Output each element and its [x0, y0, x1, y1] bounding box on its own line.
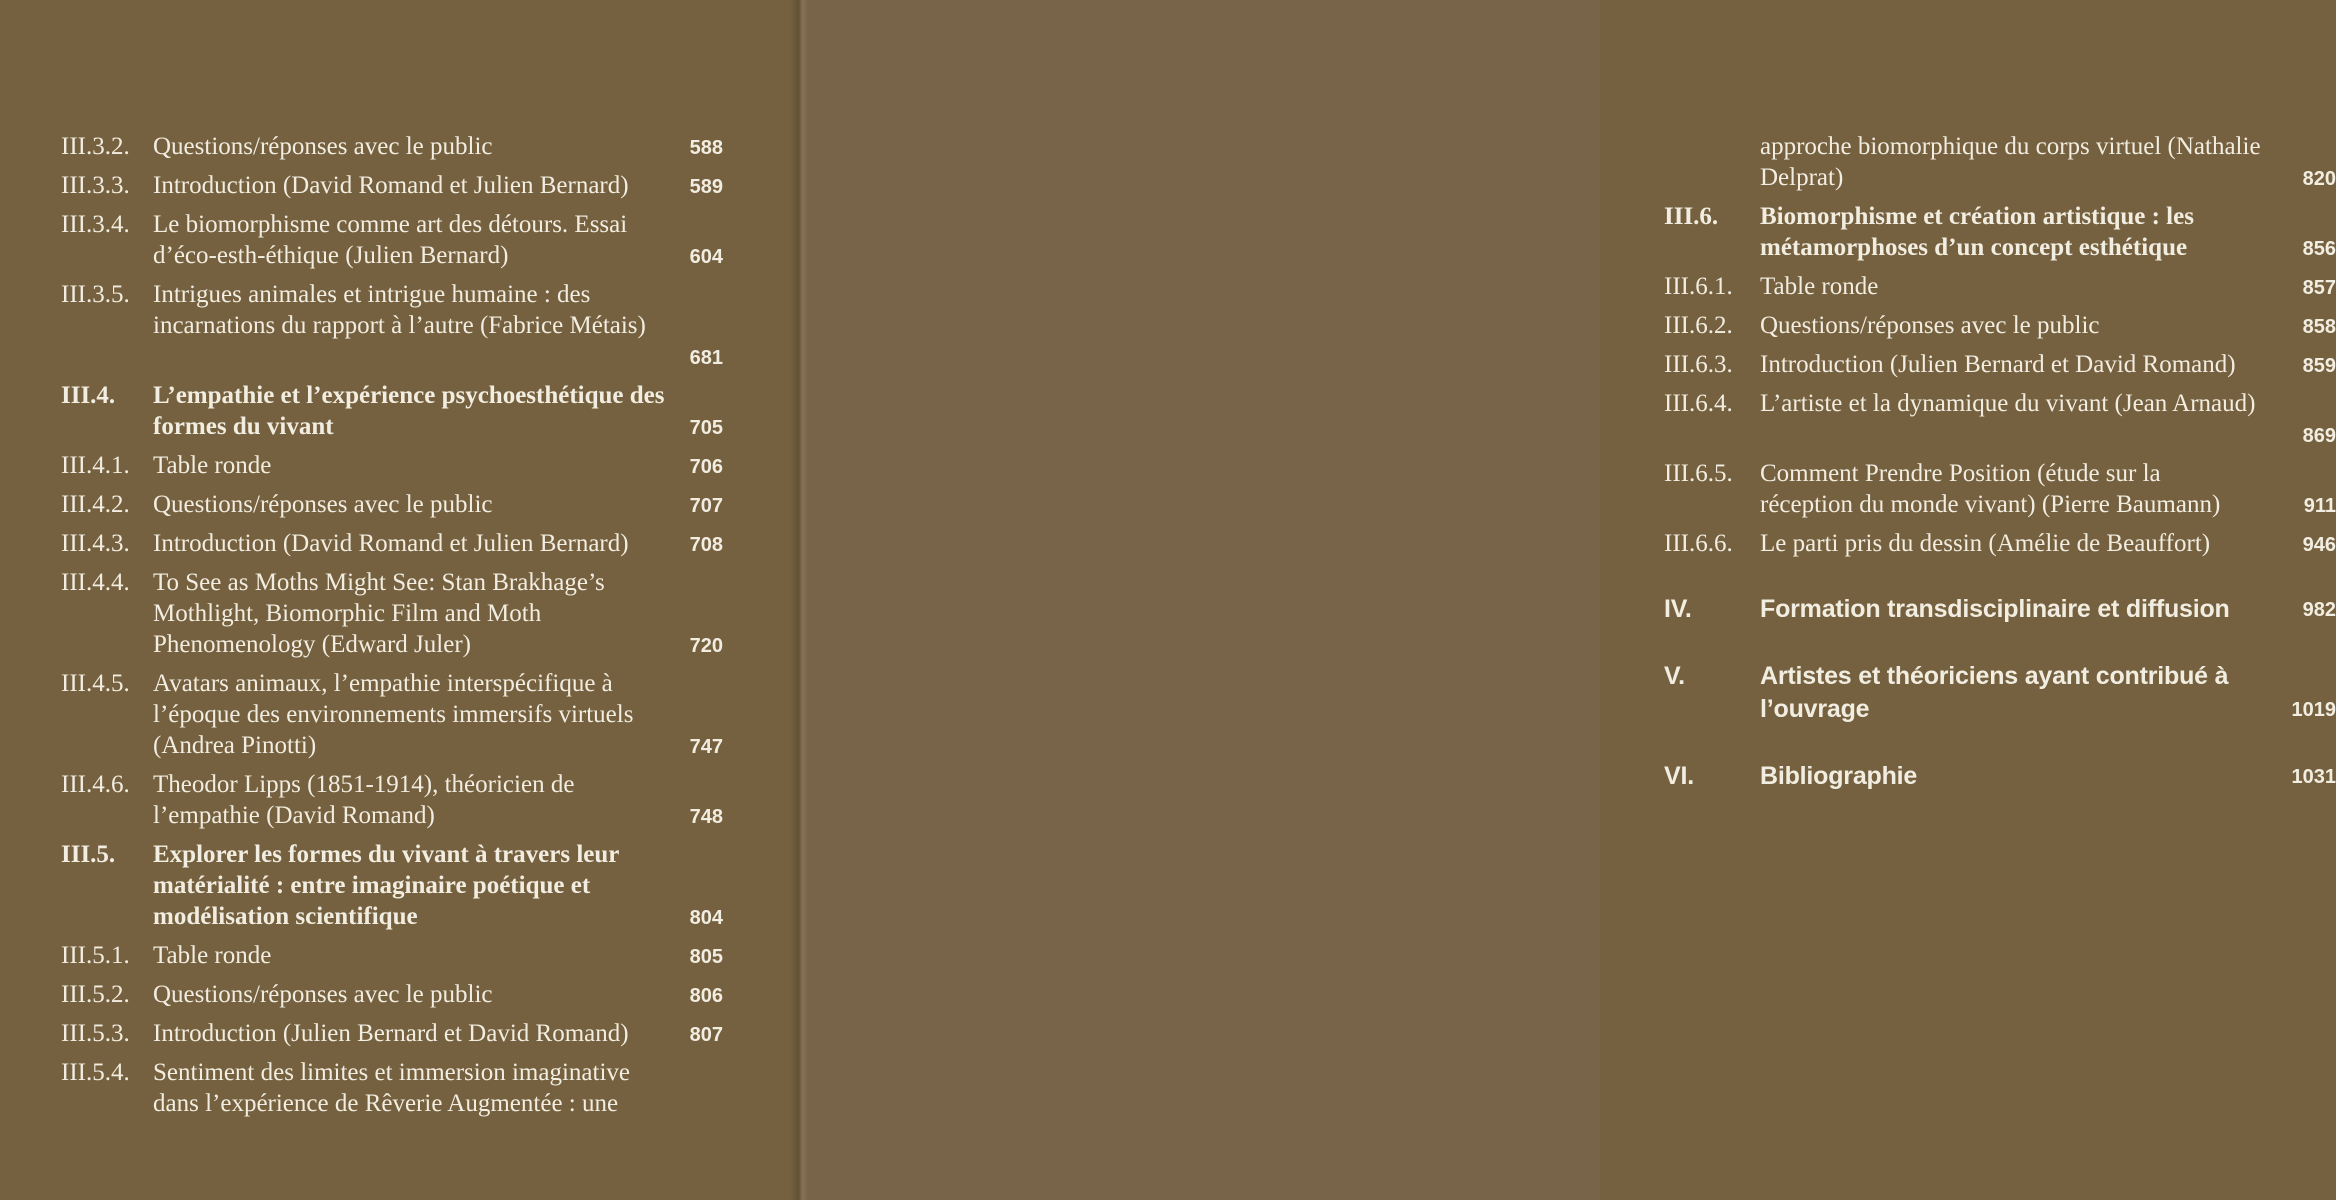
toc-entry	[61, 940, 723, 971]
toc-entry-page-number: 720	[689, 635, 723, 657]
toc-entry	[61, 170, 723, 201]
toc-entry-number-label: III.6.3.	[1664, 351, 1733, 378]
toc-entry-title-line: (Andrea Pinotti)	[153, 732, 317, 759]
toc-entry-page-number: 681	[689, 347, 723, 369]
toc-entry-title-line: Bibliographie	[1760, 762, 1918, 790]
toc-entry-title-line: métamorphoses d’un concept esthétique	[1760, 234, 2188, 261]
toc-entry-number-label: III.6.5.	[1664, 460, 1733, 487]
toc-entry-title-line: réception du monde vivant) (Pierre Baumann)	[1760, 491, 2221, 518]
toc-entry-title-line: Questions/réponses avec le public	[153, 981, 493, 1008]
toc-entry-number-label: III.3.2.	[61, 133, 130, 160]
toc-entry-title-line: Introduction (David Romand et Julien Bernard)	[153, 530, 629, 557]
toc-entry-title-line: Intrigues animales et intrigue humaine : des	[153, 281, 591, 308]
toc-entry-title-line: Mothlight, Biomorphic Film and Moth	[153, 600, 542, 627]
toc-entry-number-label: III.6.2.	[1664, 312, 1733, 339]
toc-entry-page-number: 856	[2302, 238, 2336, 260]
toc-entry-number-label: IV.	[1664, 595, 1692, 623]
toc-entry-page-number: 708	[689, 534, 723, 556]
toc-entry-page-number-line	[153, 341, 723, 372]
toc-entry	[61, 380, 723, 442]
toc-entry-number-label: III.5.1.	[61, 942, 130, 969]
toc-entry-number-label: III.5.2.	[61, 981, 130, 1008]
toc-entry-title-line: Theodor Lipps (1851-1914), théoricien de	[153, 771, 575, 798]
toc-entry-title	[153, 979, 723, 1010]
toc-entry-title	[153, 489, 723, 520]
toc-entry-title	[153, 528, 723, 559]
toc-entry-number-label: III.4.	[61, 382, 116, 409]
toc-entry-number-label: III.4.2.	[61, 491, 130, 518]
table-of-contents-right	[1664, 131, 2336, 801]
toc-entry-number-label	[1664, 131, 1760, 193]
toc-entry-title-line: l’empathie (David Romand)	[153, 802, 435, 829]
toc-entry-title-line: incarnations du rapport à l’autre (Fabrice Métais)	[153, 312, 646, 339]
toc-entry-page-number: 588	[689, 137, 723, 159]
toc-entry	[1664, 458, 2336, 520]
toc-entry	[61, 489, 723, 520]
toc-entry-title	[153, 567, 723, 660]
toc-entry-title	[1760, 760, 2336, 793]
toc-entry-title-line: approche biomorphique du corps virtuel (Nathalie	[1760, 133, 2261, 160]
toc-entry	[61, 979, 723, 1010]
toc-entry-title	[153, 170, 723, 201]
toc-entry-title	[1760, 660, 2336, 726]
toc-entry-number-label: III.6.4.	[1664, 390, 1733, 417]
toc-entry-title-line: Questions/réponses avec le public	[153, 491, 493, 518]
toc-entry-number-label: III.3.3.	[61, 172, 130, 199]
toc-entry-title-line: Introduction (David Romand et Julien Bernard)	[153, 172, 629, 199]
toc-entry-title-line: Delprat)	[1760, 164, 1844, 191]
page-gutter	[790, 0, 808, 1200]
toc-entry-title	[153, 1018, 723, 1049]
toc-entry	[1664, 388, 2336, 450]
toc-entry-page-number-line	[1760, 419, 2336, 450]
toc-entry	[1664, 760, 2336, 793]
toc-entry-number-label: III.4.6.	[61, 771, 130, 798]
toc-entry-page-number: 805	[689, 946, 723, 968]
toc-entry	[1664, 593, 2336, 626]
toc-entry-title-line: Artistes et théoriciens ayant contribué à	[1760, 662, 2229, 690]
toc-entry-title	[1760, 201, 2336, 263]
toc-entry-title-line: Table ronde	[1760, 273, 1879, 300]
toc-entry	[1664, 349, 2336, 380]
toc-entry-title-line: Comment Prendre Position (étude sur la	[1760, 460, 2161, 487]
toc-entry-title-line: d’éco-esth-éthique (Julien Bernard)	[153, 242, 509, 269]
toc-entry-title	[1760, 528, 2336, 559]
toc-entry	[61, 279, 723, 372]
toc-entry-title	[153, 131, 723, 162]
toc-entry-title-line: Formation transdisciplinaire et diffusion	[1760, 595, 2230, 623]
toc-entry	[61, 528, 723, 559]
toc-entry-title	[153, 1057, 723, 1119]
toc-entry-title-line: modélisation scientifique	[153, 903, 418, 930]
toc-entry-title-line: Introduction (Julien Bernard et David Romand)	[1760, 351, 2236, 378]
toc-entry-title-line: L’artiste et la dynamique du vivant (Jean Arnaud)	[1760, 390, 2256, 417]
toc-entry-number-label: III.4.5.	[61, 670, 130, 697]
toc-entry-title	[1760, 349, 2336, 380]
toc-entry	[1664, 131, 2336, 193]
toc-entry-title-line: Le parti pris du dessin (Amélie de Beauffort)	[1760, 530, 2211, 557]
toc-entry-page-number: 982	[2302, 599, 2336, 621]
toc-entry	[1664, 660, 2336, 726]
toc-entry-page-number: 946	[2302, 534, 2336, 556]
toc-entry	[1664, 310, 2336, 341]
toc-entry-page-number: 859	[2302, 355, 2336, 377]
toc-entry-page-number: 589	[689, 176, 723, 198]
toc-entry-page-number: 747	[689, 736, 723, 758]
toc-entry	[61, 1057, 723, 1119]
toc-entry-title	[1760, 310, 2336, 341]
toc-entry-number-label: III.4.1.	[61, 452, 130, 479]
toc-entry-number-label: III.5.4.	[61, 1059, 130, 1086]
toc-entry-title-line: Biomorphisme et création artistique : les	[1760, 203, 2194, 230]
toc-entry-title-line: formes du vivant	[153, 413, 334, 440]
toc-entry-page-number: 705	[689, 417, 723, 439]
toc-entry-number-label: III.6.1.	[1664, 273, 1733, 300]
toc-entry-title	[153, 380, 723, 442]
toc-entry-title-line: To See as Moths Might See: Stan Brakhage’s	[153, 569, 605, 596]
table-of-contents-left	[61, 131, 723, 1127]
toc-entry	[61, 1018, 723, 1049]
toc-entry-page-number: 604	[689, 246, 723, 268]
toc-entry	[61, 839, 723, 932]
toc-entry-number-label: III.5.	[61, 841, 116, 868]
toc-entry-number-label: III.4.4.	[61, 569, 130, 596]
toc-entry-title	[1760, 271, 2336, 302]
toc-entry	[61, 450, 723, 481]
toc-entry-title	[153, 839, 723, 932]
toc-entry-title	[153, 769, 723, 831]
toc-entry-page-number: 857	[2302, 277, 2336, 299]
toc-entry-number-label: III.6.	[1664, 203, 1719, 230]
toc-entry-page-number: 869	[2302, 425, 2336, 447]
toc-entry-title	[1760, 131, 2336, 193]
toc-entry-title-line: Sentiment des limites et immersion imaginative	[153, 1059, 631, 1086]
toc-entry-title	[153, 209, 723, 271]
toc-entry	[61, 131, 723, 162]
toc-entry	[61, 567, 723, 660]
toc-entry	[61, 668, 723, 761]
toc-entry-title	[153, 940, 723, 971]
toc-entry-number-label: III.5.3.	[61, 1020, 130, 1047]
toc-entry-title	[1760, 593, 2336, 626]
toc-page-right	[800, 0, 2336, 1200]
toc-entry-title-line: Introduction (Julien Bernard et David Romand)	[153, 1020, 629, 1047]
toc-entry-title-line: Phenomenology (Edward Juler)	[153, 631, 471, 658]
toc-entry-title-line: Le biomorphisme comme art des détours. Essai	[153, 211, 628, 238]
toc-entry-title-line: Explorer les formes du vivant à travers leur	[153, 841, 620, 868]
toc-entry-title-line: dans l’expérience de Rêverie Augmentée : une	[153, 1090, 619, 1117]
toc-entry	[61, 209, 723, 271]
toc-entry	[1664, 271, 2336, 302]
toc-entry-page-number: 1019	[2291, 699, 2336, 721]
toc-entry-title-line: Questions/réponses avec le public	[1760, 312, 2100, 339]
toc-entry-page-number: 748	[689, 806, 723, 828]
toc-entry-page-number: 820	[2302, 168, 2336, 190]
toc-entry-title	[153, 668, 723, 761]
toc-entry-title-line: L’empathie et l’expérience psychoesthétique des	[153, 382, 665, 409]
toc-entry-number-label: III.3.4.	[61, 211, 130, 238]
toc-entry-page-number: 807	[689, 1024, 723, 1046]
toc-entry-number-label: III.6.6.	[1664, 530, 1733, 557]
toc-entry	[61, 769, 723, 831]
toc-page-left	[0, 0, 800, 1200]
toc-entry-title-line: matérialité : entre imaginaire poétique et	[153, 872, 591, 899]
toc-entry-title-line: Table ronde	[153, 942, 272, 969]
toc-entry-title-line: Table ronde	[153, 452, 272, 479]
toc-entry-page-number: 1031	[2291, 766, 2336, 788]
toc-entry-number-label: V.	[1664, 662, 1685, 690]
toc-entry-page-number: 706	[689, 456, 723, 478]
toc-entry-title	[153, 450, 723, 481]
toc-entry-number-label: III.3.5.	[61, 281, 130, 308]
toc-entry-page-number: 858	[2302, 316, 2336, 338]
toc-entry-title-line: l’époque des environnements immersifs virtuels	[153, 701, 634, 728]
toc-entry-page-number: 806	[689, 985, 723, 1007]
toc-entry-title-line: Questions/réponses avec le public	[153, 133, 493, 160]
toc-entry-title-line: Avatars animaux, l’empathie interspécifique à	[153, 670, 613, 697]
toc-entry	[1664, 201, 2336, 263]
toc-entry-number-label: VI.	[1664, 762, 1694, 790]
toc-entry-title	[153, 279, 723, 372]
toc-entry-page-number: 707	[689, 495, 723, 517]
toc-entry-page-number: 911	[2303, 495, 2336, 517]
toc-entry-title	[1760, 458, 2336, 520]
toc-entry	[1664, 528, 2336, 559]
toc-entry-title-line: l’ouvrage	[1760, 695, 1870, 723]
toc-entry-title	[1760, 388, 2336, 450]
toc-entry-number-label: III.4.3.	[61, 530, 130, 557]
toc-entry-page-number: 804	[689, 907, 723, 929]
